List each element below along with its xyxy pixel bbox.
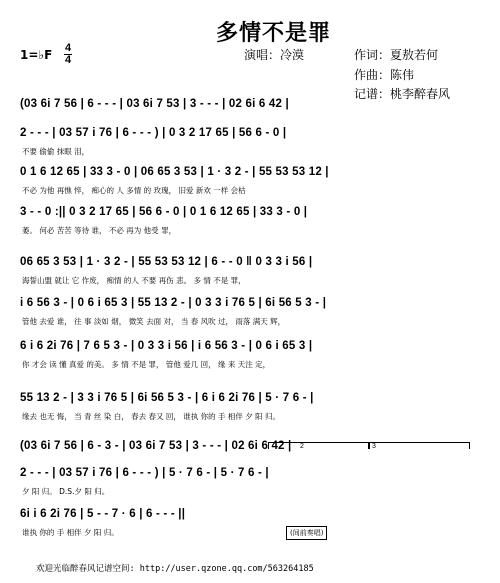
second-ending-label: 3 [372,443,376,450]
singer-credit: 演唱：冷漠 [244,48,305,62]
footer-credit: 欢迎光临醉春风记谱空间: http://user.qzone.qq.com/563264185 [36,564,314,574]
lyrics-row: 缘去 也无 悔， 当 青 丝 染 白， 春去 春又 回， 谁执 你的 手 相伴 夕 阳 归。 [22,412,281,421]
key-note: ♭F [38,48,53,62]
song-title: 多情不是罪 [216,21,332,46]
first-ending-bracket [268,442,370,449]
notation-row: i 6 56 3 - | 0 6 i 65 3 | 55 13 2 - | 0 3 3 i 76 5 | 6i 56 5 3 - | [20,297,327,309]
repeat-note: (间前奏唱) [286,526,327,540]
lyricist-credit: 作词：夏敖若何 [354,48,439,62]
key-signature [20,48,52,62]
notation-row: (03 6i 7 56 | 6 - - - | 03 6i 7 53 | 3 - - - | 02 6i 6 42 | [20,98,289,110]
lyrics-row: 海誓山盟 就让 它 作废， 痴情 的人 不要 再伤 悲。 多 情 不是 罪， [22,276,246,285]
lyrics-row: 管他 去爱 谁， 往 事 淡如 烟， 微笑 去面 对， 当 春 风吹 过， 雨落 满天 辉， [22,317,286,326]
notation-row: 2 - - - | 03 57 i 76 | 6 - - - ) | 5 · 7 6 - | 5 · 7 6 - | [20,467,269,479]
notation-row: 6 i 6 2i 76 | 7 6 5 3 - | 0 3 3 i 56 | i 6 56 3 - | 0 6 i 65 3 | [20,340,313,352]
first-ending-label: 2 [300,443,304,450]
time-signature-bottom: 4 [64,54,72,66]
notation-row: 0 1 6 12 65 | 33 3 - 0 | 06 65 3 53 | 1 · 3 2 - | 55 53 53 12 | [20,166,329,178]
lyrics-row: 萎。 何必 苦苦 等待 谁， 不必 再为 他受 罪， [22,226,177,235]
notation-row: (03 6i 7 56 | 6 - 3 - | 03 6i 7 53 | 3 - - - | 02 6i 6 42 | [20,440,292,452]
notation-row: 55 13 2 - | 3 3 i 76 5 | 6i 56 5 3 - | 6 i 6 2i 76 | 5 · 7 6 - | [20,392,314,404]
composer-credit: 作曲：陈伟 [354,68,415,82]
lyrics-row: 不要 偷偷 抹眼 泪， [22,147,90,156]
lyrics-row: 夕 阳 归。 D.S.夕 阳 归。 [22,487,110,496]
notation-row: 2 - - - | 03 57 i 76 | 6 - - - ) | 0 3 2 17 65 | 56 6 - 0 | [20,127,287,139]
lyrics-row: 你 才会 读 懂 真爱 的美。 多 情 不是 罪， 管他 爱几 回， 缘 来 天注 定， [22,360,271,369]
lyrics-row: 不必 为他 再憔 悴， 痴心的 人 多情 的 玫瑰， 旧爱 新欢 一样 会枯 [22,186,246,195]
notation-row: 6i i 6 2i 76 | 5 - - 7 · 6 | 6 - - - || [20,508,186,520]
second-ending-bracket [368,442,470,449]
notation-row: 3 - - 0 :|| 0 3 2 17 65 | 56 6 - 0 | 0 1 6 12 65 | 33 3 - 0 | [20,206,308,218]
notation-row: 06 65 3 53 | 1 · 3 2 - | 55 53 53 12 | 6 - - 0 ‖ 0 3 3 i 56 | [20,256,313,268]
key-label: 1= [20,48,39,62]
lyrics-row: 谁执 你的 手 相伴 夕 阳 归。 [22,528,119,537]
time-signature-top: 4 [64,42,72,54]
transcriber-credit: 记谱：桃李醉春风 [354,87,451,101]
